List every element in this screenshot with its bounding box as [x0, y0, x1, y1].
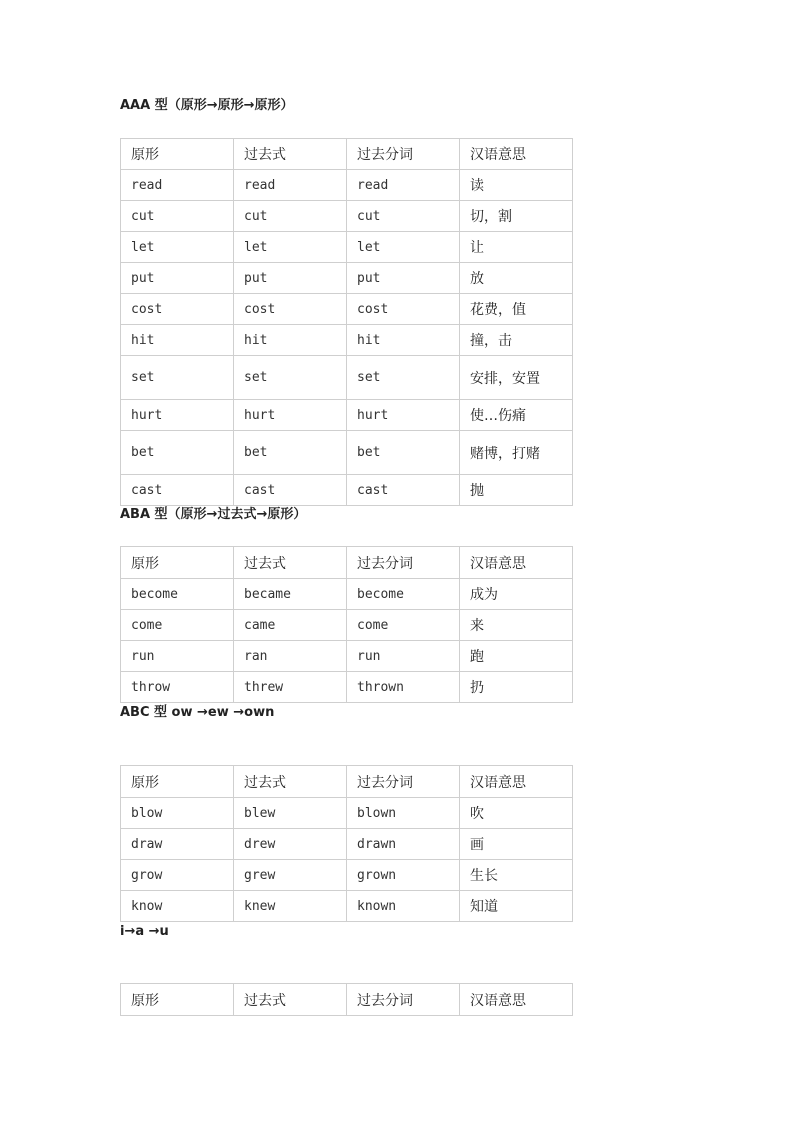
past-participle-cell: blown	[347, 798, 460, 829]
header-past-participle: 过去分词	[347, 139, 460, 170]
past-participle-cell: read	[347, 170, 460, 201]
table-row	[121, 170, 573, 201]
meaning-cell: 成为	[460, 579, 573, 610]
base-form-cell: cut	[121, 201, 234, 232]
past-tense-cell: knew	[234, 891, 347, 922]
past-participle-cell: cost	[347, 294, 460, 325]
base-form-cell: let	[121, 232, 234, 263]
header-past-participle: 过去分词	[347, 984, 460, 1016]
past-tense-cell: let	[234, 232, 347, 263]
base-form-cell: become	[121, 579, 234, 610]
past-tense-cell: hurt	[234, 400, 347, 431]
header-past-tense: 过去式	[234, 547, 347, 579]
past-tense-cell: came	[234, 610, 347, 641]
meaning-cell: 扔	[460, 672, 573, 703]
meaning-cell: 花费，值	[460, 294, 573, 325]
base-form-cell: throw	[121, 672, 234, 703]
past-tense-cell: put	[234, 263, 347, 294]
past-participle-cell: come	[347, 610, 460, 641]
header-base-form: 原形	[121, 766, 234, 798]
section-heading-aaa: AAA 型（原形→原形→原形）	[120, 98, 294, 113]
header-chinese-meaning: 汉语意思	[460, 766, 573, 798]
meaning-cell: 安排，安置	[460, 356, 573, 400]
meaning-cell: 放	[460, 263, 573, 294]
section-heading-i-a-u: i→a →u	[120, 924, 169, 939]
header-past-participle: 过去分词	[347, 766, 460, 798]
base-form-cell: hit	[121, 325, 234, 356]
past-participle-cell: known	[347, 891, 460, 922]
header-past-participle: 过去分词	[347, 547, 460, 579]
section-heading-aba: ABA 型（原形→过去式→原形）	[120, 507, 307, 522]
table-row	[121, 325, 573, 356]
table-row	[121, 232, 573, 263]
meaning-cell: 知道	[460, 891, 573, 922]
past-participle-cell: put	[347, 263, 460, 294]
past-participle-cell: set	[347, 356, 460, 400]
base-form-cell: cast	[121, 475, 234, 506]
table-header-row	[121, 139, 573, 170]
base-form-cell: cost	[121, 294, 234, 325]
meaning-cell: 使…伤痛	[460, 400, 573, 431]
section-heading-abc: ABC 型 ow →ew →own	[120, 705, 275, 720]
past-participle-cell: hurt	[347, 400, 460, 431]
table-row	[121, 860, 573, 891]
past-participle-cell: hit	[347, 325, 460, 356]
table-row	[121, 829, 573, 860]
table-row	[121, 201, 573, 232]
table-header-row	[121, 766, 573, 798]
verb-table-aba	[120, 546, 573, 703]
table-row	[121, 400, 573, 431]
header-base-form: 原形	[121, 547, 234, 579]
verb-table-aaa	[120, 138, 573, 506]
past-participle-cell: run	[347, 641, 460, 672]
header-base-form: 原形	[121, 139, 234, 170]
past-tense-cell: drew	[234, 829, 347, 860]
verb-table-i-a-u	[120, 983, 573, 1016]
table-row	[121, 610, 573, 641]
meaning-cell: 生长	[460, 860, 573, 891]
table-row	[121, 475, 573, 506]
verb-table-abc	[120, 765, 573, 922]
past-tense-cell: hit	[234, 325, 347, 356]
table-row	[121, 356, 573, 400]
base-form-cell: read	[121, 170, 234, 201]
table-row	[121, 263, 573, 294]
meaning-cell: 赌博，打赌	[460, 431, 573, 475]
table-row	[121, 672, 573, 703]
header-chinese-meaning: 汉语意思	[460, 984, 573, 1016]
base-form-cell: put	[121, 263, 234, 294]
past-participle-cell: thrown	[347, 672, 460, 703]
table-row	[121, 579, 573, 610]
base-form-cell: come	[121, 610, 234, 641]
base-form-cell: hurt	[121, 400, 234, 431]
base-form-cell: know	[121, 891, 234, 922]
past-tense-cell: cut	[234, 201, 347, 232]
past-participle-cell: bet	[347, 431, 460, 475]
meaning-cell: 撞，击	[460, 325, 573, 356]
base-form-cell: blow	[121, 798, 234, 829]
header-past-tense: 过去式	[234, 766, 347, 798]
past-participle-cell: let	[347, 232, 460, 263]
past-tense-cell: ran	[234, 641, 347, 672]
header-chinese-meaning: 汉语意思	[460, 547, 573, 579]
past-tense-cell: cost	[234, 294, 347, 325]
header-past-tense: 过去式	[234, 139, 347, 170]
header-chinese-meaning: 汉语意思	[460, 139, 573, 170]
past-tense-cell: threw	[234, 672, 347, 703]
table-row	[121, 798, 573, 829]
meaning-cell: 跑	[460, 641, 573, 672]
past-tense-cell: bet	[234, 431, 347, 475]
meaning-cell: 吹	[460, 798, 573, 829]
table-row	[121, 641, 573, 672]
past-tense-cell: set	[234, 356, 347, 400]
header-base-form: 原形	[121, 984, 234, 1016]
table-header-row	[121, 984, 573, 1016]
past-participle-cell: cut	[347, 201, 460, 232]
meaning-cell: 切，割	[460, 201, 573, 232]
meaning-cell: 画	[460, 829, 573, 860]
base-form-cell: set	[121, 356, 234, 400]
table-row	[121, 891, 573, 922]
header-past-tense: 过去式	[234, 984, 347, 1016]
past-participle-cell: become	[347, 579, 460, 610]
table-row	[121, 294, 573, 325]
meaning-cell: 抛	[460, 475, 573, 506]
base-form-cell: run	[121, 641, 234, 672]
past-participle-cell: drawn	[347, 829, 460, 860]
base-form-cell: grow	[121, 860, 234, 891]
past-tense-cell: blew	[234, 798, 347, 829]
past-tense-cell: read	[234, 170, 347, 201]
past-tense-cell: cast	[234, 475, 347, 506]
table-row	[121, 431, 573, 475]
meaning-cell: 让	[460, 232, 573, 263]
meaning-cell: 读	[460, 170, 573, 201]
base-form-cell: bet	[121, 431, 234, 475]
past-tense-cell: became	[234, 579, 347, 610]
table-header-row	[121, 547, 573, 579]
past-tense-cell: grew	[234, 860, 347, 891]
base-form-cell: draw	[121, 829, 234, 860]
meaning-cell: 来	[460, 610, 573, 641]
past-participle-cell: cast	[347, 475, 460, 506]
past-participle-cell: grown	[347, 860, 460, 891]
